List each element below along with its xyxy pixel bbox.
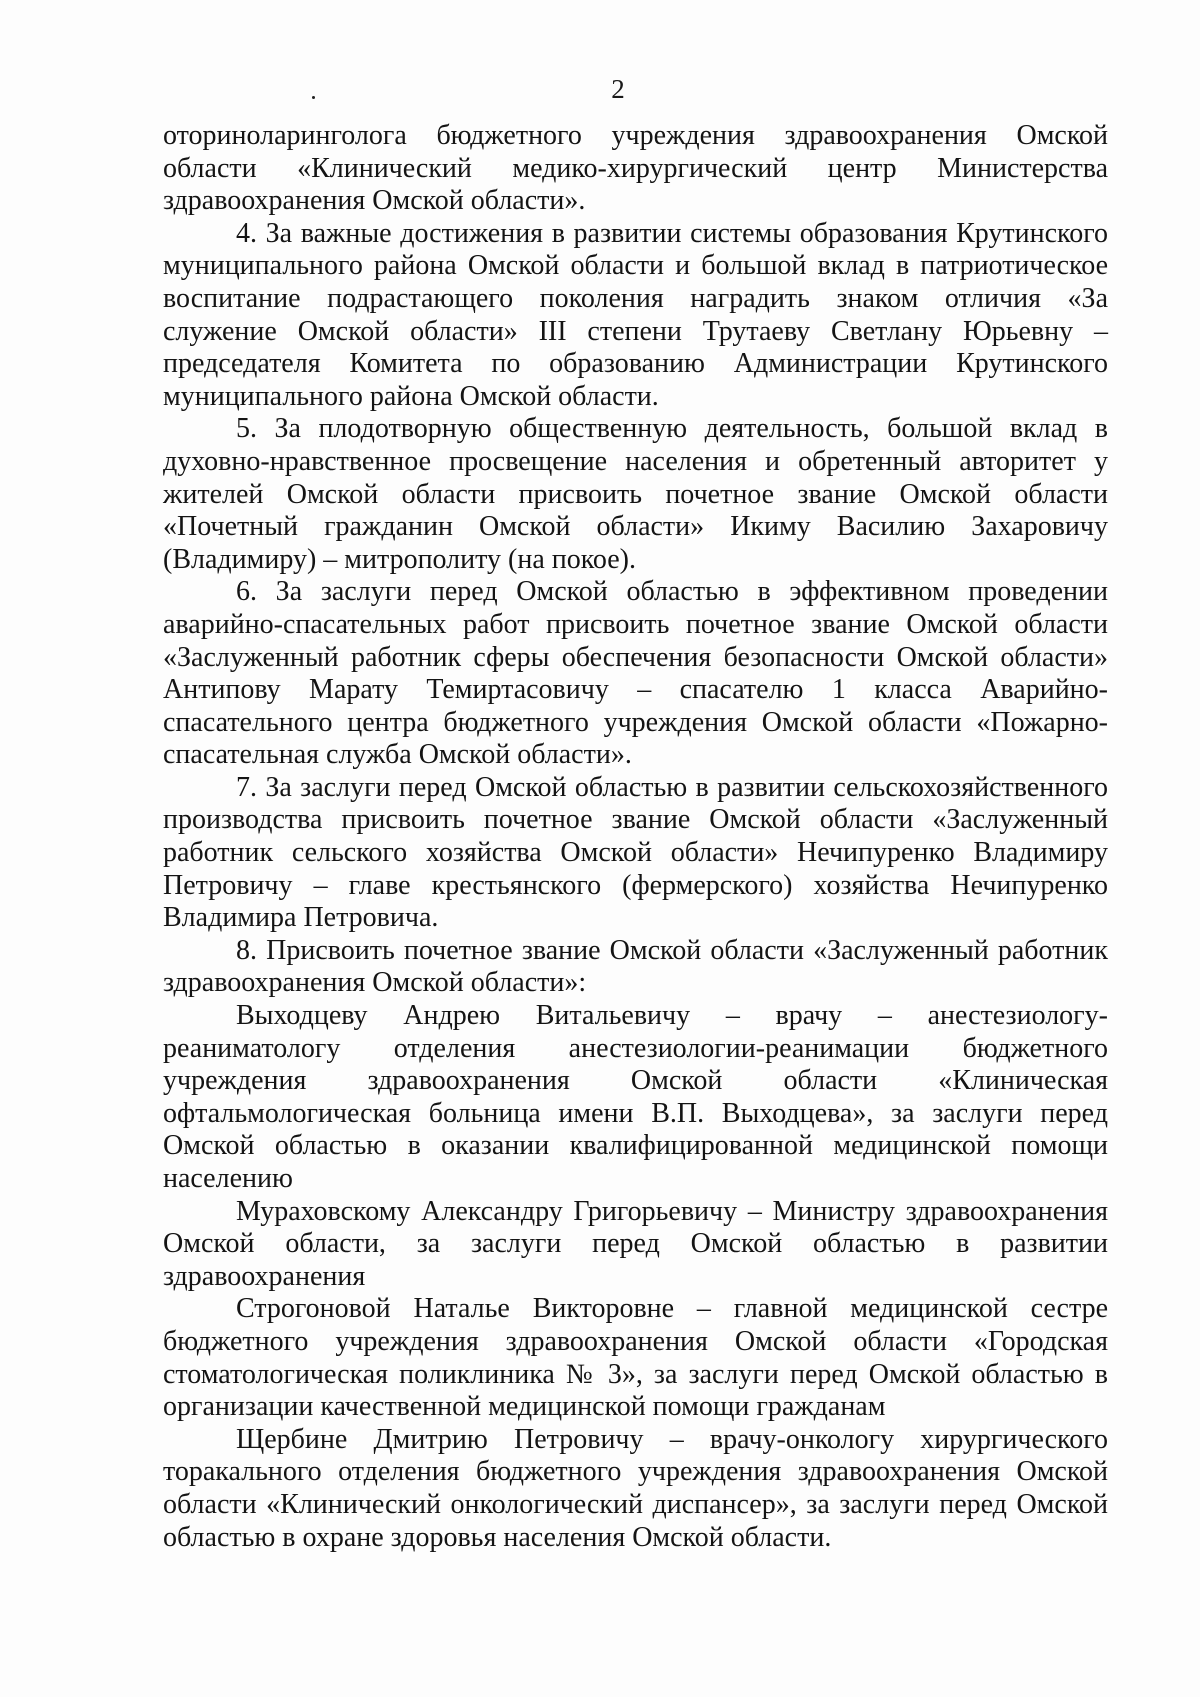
paragraph-item-5: 5. За плодотворную общественную деятельность, большой вклад в духовно-нравственное просвещение населения и обретенный авторитет у жителей Омской области присвоить почетное звание Омской области «Почетный гражданин Омской области» Икиму Василию Захаровичу (Владимиру) – митрополиту (на покое).: [163, 413, 1108, 575]
scan-speck: [312, 96, 315, 99]
paragraph-item-8: 8. Присвоить почетное звание Омской области «Заслуженный работник здравоохранения Омской области»:: [163, 934, 1108, 999]
paragraph-item-6: 6. За заслуги перед Омской областью в эффективном проведении аварийно-спасательных работ присвоить почетное звание Омской области «Заслуженный работник сферы обеспечения безопасности Омской области» Антипову Марату Темиртасовичу – спасателю 1 класса Аварийно-спасательного центра бюджетного учреждения Омской области «Пожарно-спасательная служба Омской области».: [163, 576, 1108, 771]
paragraph-awardee-3: Строгоновой Наталье Викторовне – главной медицинской сестре бюджетного учреждения здравоохранения Омской области «Городская стоматологическая поликлиника № 3», за заслуги перед Омской областью в организации качественной медицинской помощи гражданам: [163, 1293, 1108, 1423]
document-body: [163, 120, 1108, 1554]
paragraph-awardee-1: Выходцеву Андрею Витальевичу – врачу – анестезиологу-реаниматологу отделения анестезиологии-реанимации бюджетного учреждения здравоохранения Омской области «Клиническая офтальмологическая больница имени В.П. Выходцева», за заслуги перед Омской областью в оказании квалифицированной медицинской помощи населению: [163, 1000, 1108, 1194]
page-number: 2: [611, 74, 625, 104]
paragraph-awardee-2: Мураховскому Александру Григорьевичу – Министру здравоохранения Омской области, за заслуги перед Омской областью в развитии здравоохранения: [163, 1195, 1108, 1292]
paragraph-awardee-4: Щербине Дмитрию Петровичу – врачу-онкологу хирургического торакального отделения бюджетного учреждения здравоохранения Омской области «Клинический онкологический диспансер», за заслуги перед Омской областью в охране здоровья населения Омской области.: [163, 1423, 1108, 1553]
paragraph-item-7: 7. За заслуги перед Омской областью в развитии сельскохозяйственного производства присвоить почетное звание Омской области «Заслуженный работник сельского хозяйства Омской области» Нечипуренко Владимиру Петровичу – главе крестьянского (фермерского) хозяйства Нечипуренко Владимира Петровича.: [163, 771, 1108, 934]
paragraph-item-4: 4. За важные достижения в развитии системы образования Крутинского муниципального района Омской области и большой вклад в патриотическое воспитание подрастающего поколения наградить знаком отличия «За служение Омской области» III степени Трутаеву Светлану Юрьевну – председателя Комитета по образованию Администрации Крутинского муниципального района Омской области.: [163, 217, 1108, 412]
paragraph-continuation: оториноларинголога бюджетного учреждения здравоохранения Омской области «Клинический медико-хирургический центр Министерства здравоохранения Омской области».: [163, 120, 1108, 217]
